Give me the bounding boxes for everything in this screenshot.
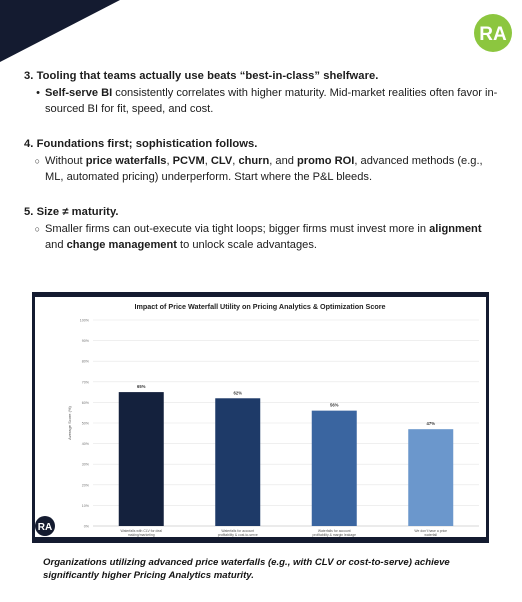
text-run: ,	[232, 155, 239, 167]
chart-title: Impact of Price Waterfall Utility on Pricing Analytics & Optimization Score	[134, 302, 386, 311]
bar-chart	[32, 292, 489, 543]
chart-panel	[32, 292, 489, 543]
x-category-label: Waterfalls for account profitability & margin leakage	[312, 529, 357, 537]
bullet-text	[45, 221, 500, 253]
y-tick-label: 0%	[83, 524, 89, 529]
bullet-item	[24, 221, 500, 253]
bullet-text	[45, 85, 500, 117]
text-run: to unlock scale advantages.	[176, 239, 317, 251]
text-run: Smaller firms can out-execute via tight loops; bigger firms must invest more in	[45, 223, 430, 235]
bold-phrase: price waterfalls	[85, 155, 167, 167]
content-area	[24, 69, 500, 273]
text-run: , and	[269, 155, 298, 167]
bullet-item	[24, 153, 500, 185]
section-size	[24, 205, 500, 253]
bar-value-label: 62%	[233, 390, 242, 396]
section-foundations	[24, 137, 500, 185]
bullet-circle-icon: ○	[34, 156, 40, 166]
y-tick-label: 60%	[81, 400, 89, 405]
section-heading: 5. Size ≠ maturity.	[24, 206, 119, 218]
svg-text:RA: RA	[479, 24, 507, 45]
bold-phrase: promo ROI	[297, 155, 355, 167]
x-category-label: Waterfalls for account profitability & cost-to-serve	[217, 529, 258, 537]
y-tick-label: 50%	[81, 421, 89, 426]
bar	[312, 411, 357, 526]
y-tick-label: 90%	[81, 339, 89, 344]
y-tick-label: 80%	[81, 359, 89, 364]
bar-value-label: 65%	[137, 384, 146, 390]
chart-caption: Organizations utilizing advanced price waterfalls (e.g., with CLV or cost-to-serve) achieve significantly higher Pricing Analytics maturity.	[43, 557, 450, 581]
bold-phrase: CLV	[210, 155, 233, 167]
bar	[408, 429, 453, 526]
chart-badge-text: RA	[37, 522, 53, 533]
bold-phrase: alignment	[429, 223, 482, 235]
y-tick-label: 30%	[81, 462, 89, 467]
text-run: Without	[45, 155, 86, 167]
y-tick-label: 100%	[79, 318, 89, 323]
text-run: and	[45, 239, 67, 251]
section-heading: 4. Foundations first; sophistication follows.	[24, 138, 258, 150]
section-tooling	[24, 69, 500, 117]
corner-wedge-decoration	[0, 0, 120, 62]
y-tick-label: 40%	[81, 442, 89, 447]
bold-phrase: Self-serve BI	[45, 87, 113, 99]
text-run: consistently correlates with higher maturity. Mid-market realities often favor in-sourced BI for fit, speed, and cost.	[45, 87, 498, 115]
x-category-label: We don't have a price waterfall	[414, 529, 448, 537]
section-heading: 3. Tooling that teams actually use beats “best-in-class” shelfware.	[24, 70, 379, 82]
text-run: ,	[204, 155, 211, 167]
y-tick-label: 10%	[81, 503, 89, 508]
y-tick-label: 70%	[81, 380, 89, 385]
bold-phrase: PCVM	[172, 155, 205, 167]
bar-value-label: 47%	[426, 421, 435, 427]
ra-logo-icon	[473, 13, 513, 53]
bar	[119, 392, 164, 526]
x-category-label: Waterfalls with CLV for deal making/marketing	[120, 529, 162, 537]
text-run: ,	[166, 155, 173, 167]
bold-phrase: change management	[66, 239, 177, 251]
text-run: , advanced methods (e.g., ML, automated pricing) underperform. Start where the P&L bleeds.	[45, 155, 483, 183]
y-axis-label: Average Score (%)	[67, 406, 72, 440]
y-tick-label: 20%	[81, 483, 89, 488]
bullet-circle-icon: ○	[34, 224, 40, 234]
bullet-disc-icon: •	[36, 87, 40, 99]
bullet-item	[24, 85, 500, 117]
bar	[215, 398, 260, 526]
bar-value-label: 56%	[330, 402, 339, 408]
bullet-text	[45, 153, 500, 185]
bold-phrase: churn	[238, 155, 270, 167]
